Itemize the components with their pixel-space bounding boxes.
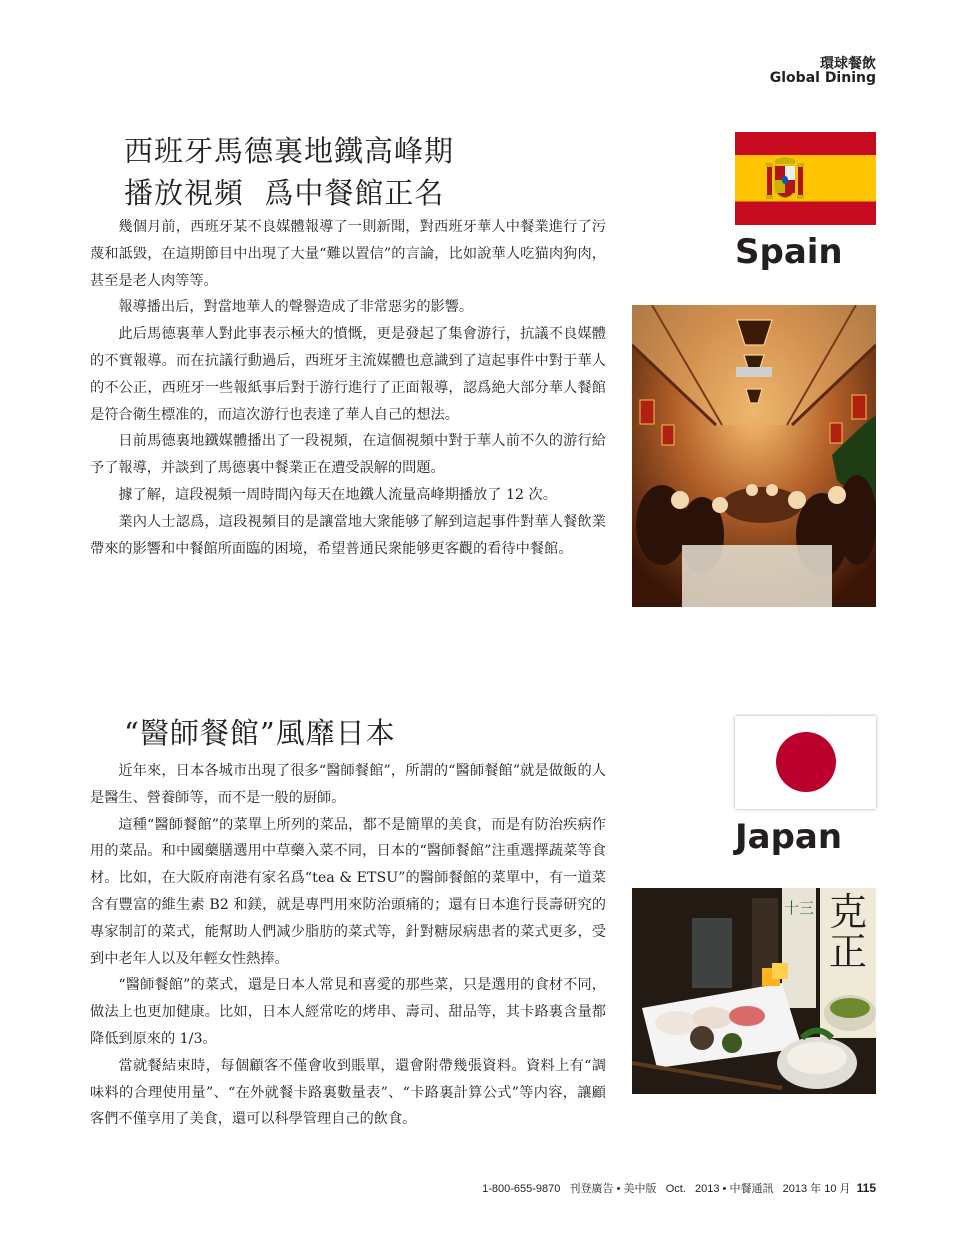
article2-paragraph: 這種“醫師餐館”的菜單上所列的菜品，都不是簡單的美食，而是有防治疾病作用的菜品。和中國藥膳選用中草藥入菜不同，日本的“醫師餐館”注重選擇蔬菜等食材。比如，在大阪府南港有家名爲“tea & ETSU”的醫師餐館的菜單中，有一道菜含有豐富的維生素 B2 和鎂，就是專門用來防治頭痛的；還有日本進行長壽研究的專家制訂的菜式，能幫助人們减少脂肪的菜式等，針對糖尿病患者的菜式更多，受到中老年人以及年輕女性熱捧。 bbox=[90, 816, 606, 967]
article1-paragraph: 業內人士認爲，這段視頻目的是讓當地大衆能够了解到這起事件對華人餐飲業帶來的影響和中餐館所面臨的困境，希望普通民衆能够更客觀的看待中餐館。 bbox=[90, 513, 606, 557]
article2-title: “醫師餐館”風靡日本 bbox=[124, 716, 396, 750]
article2-headline bbox=[124, 712, 396, 754]
article1-paragraph: 此后馬德裏華人對此事表示極大的憤慨，更是發起了集會游行，抗議不良媒體的不實報導。而在抗議行動過后，西班牙主流媒體也意識到了這起事件中對于華人的不公正，西班牙一些報紙事后對于游行進行了正面報導，認爲絶大部分華人餐館是符合衛生標准的，而這次游行也表達了華人自己的想法。 bbox=[90, 326, 606, 423]
sake-bottle-label: 克正 bbox=[828, 890, 867, 974]
country-label-japan: Japan bbox=[735, 817, 843, 857]
page-number: 115 bbox=[856, 1181, 876, 1195]
footer-month: Oct. bbox=[665, 1183, 686, 1195]
section-tag-english: Global Dining bbox=[769, 70, 876, 86]
section-tag-chinese: 環球餐飲 bbox=[820, 56, 876, 72]
article1-title-line2: 播放視頻 爲中餐館正名 bbox=[124, 176, 445, 210]
japan-flag-icon bbox=[735, 716, 876, 809]
article2-paragraph: “醫師餐館”的菜式，還是日本人常見和喜愛的那些菜，只是選用的食材不同，做法上也更加健康。比如，日本人經常吃的烤串、壽司、甜品等，其卡路裏含量都降低到原來的 1/3。 bbox=[90, 977, 606, 1047]
japanese-food-photo bbox=[632, 888, 876, 1094]
article1-title-line1: 西班牙馬德裏地鐵高峰期 bbox=[124, 134, 455, 168]
page-footer bbox=[482, 1180, 876, 1196]
article2-paragraph: 當就餐結束時，每個顧客不僅會收到賬單，還會附帶幾張資料。資料上有“調味料的合理使用量”、“在外就餐卡路裏數量表”、“卡路裏計算公式”等内容，讓顧客們不僅享用了美食，還可以科學管理自己的飲食。 bbox=[90, 1057, 606, 1128]
article2-paragraph: 近年來，日本各城市出現了很多“醫師餐館”，所謂的“醫師餐館”就是做飯的人是醫生、營養師等，而不是一般的厨師。 bbox=[90, 763, 606, 806]
footer-phone: 1-800-655-9870 bbox=[482, 1183, 561, 1195]
article1-headline bbox=[124, 130, 454, 214]
footer-date-chinese: 2013 年 10 月 bbox=[782, 1183, 851, 1195]
spain-flag-icon bbox=[735, 132, 876, 225]
article1-paragraph: 日前馬德裏地鐵媒體播出了一段視頻，在這個視頻中對于華人前不久的游行給予了報導，并談到了馬德裏中餐業正在遭受誤解的問題。 bbox=[90, 433, 606, 477]
article1-paragraph: 報導播出后，對當地華人的聲譽造成了非常惡劣的影響。 bbox=[118, 299, 474, 316]
article1-paragraph: 據了解，這段視頻一周時間內每天在地鐵人流量高峰期播放了 12 次。 bbox=[118, 486, 557, 503]
article1-body bbox=[90, 214, 606, 562]
article1-paragraph: 幾個月前，西班牙某不良媒體報導了一則新聞，對西班牙華人中餐業進行了污蔑和詆毀，在這期節目中出現了大量“難以置信”的言論，比如說華人吃猫肉狗肉，甚至是老人肉等等。 bbox=[90, 219, 606, 289]
footer-year-publication: 2013 • 中餐通訊 bbox=[695, 1183, 774, 1195]
country-label-spain: Spain bbox=[735, 232, 843, 272]
small-bottle-label: 十三 bbox=[784, 899, 815, 917]
restaurant-interior-photo bbox=[632, 305, 876, 607]
article2-body bbox=[90, 758, 606, 1133]
footer-ad-text: 刊登廣告 • 美中版 bbox=[569, 1183, 657, 1195]
